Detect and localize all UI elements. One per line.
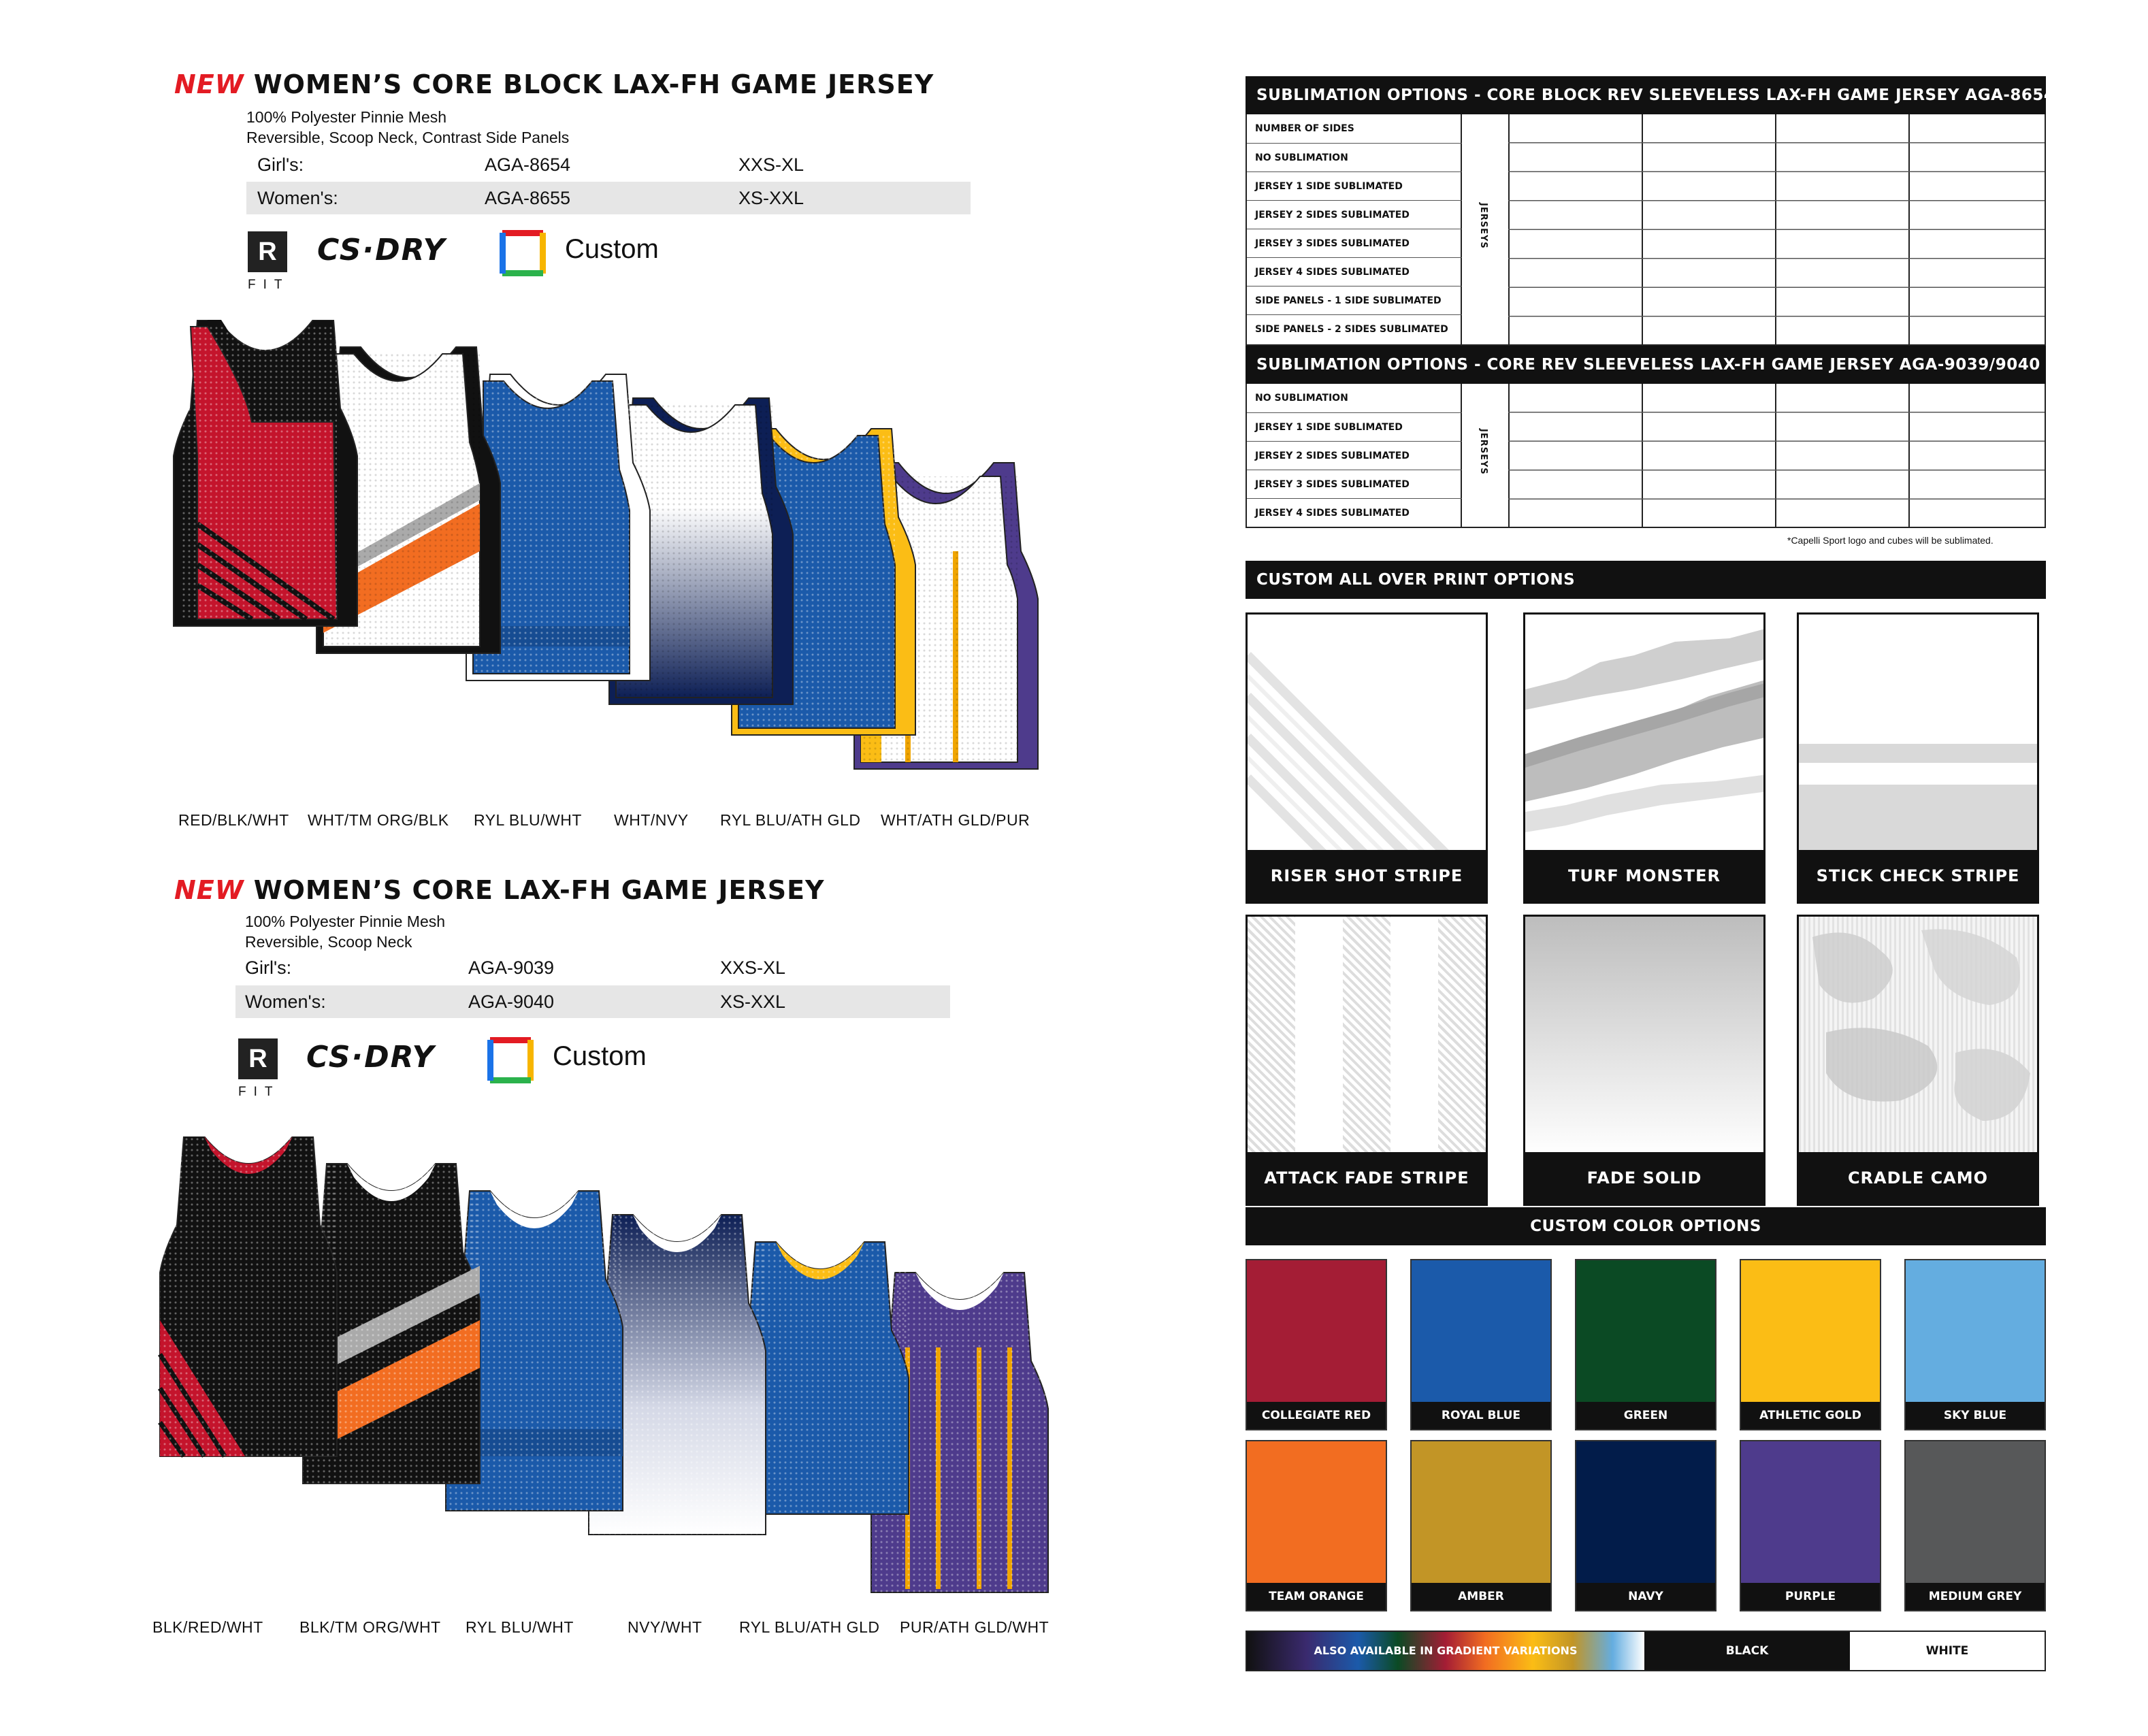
product1-size-row-womens [246, 182, 971, 214]
table-row: JERSEY 2 SIDES SUBLIMATED [1247, 200, 1462, 229]
custom-logo-icon [500, 230, 546, 276]
product2-colorway-3: RYL BLU/WHT [466, 1618, 574, 1636]
print-option-label: FADE SOLID [1525, 1152, 1763, 1204]
product1-material: 100% Polyester Pinnie Mesh [246, 108, 447, 126]
product1-colorway-5: RYL BLU/ATH GLD [720, 811, 861, 829]
print-options-header: CUSTOM ALL OVER PRINT OPTIONS [1246, 561, 2046, 599]
cs-dry-logo: CS·DRY [317, 233, 446, 267]
swatch-label: MEDIUM GREY [1906, 1583, 2045, 1610]
product1-jersey-lineup [170, 320, 1041, 783]
size-sku: AGA-9039 [468, 957, 555, 978]
product1-size-row-girls [246, 148, 971, 181]
product1-features: Reversible, Scoop Neck, Contrast Side Panels [246, 129, 570, 146]
size-range: XXS-XL [720, 957, 786, 978]
color-swatch-amber[interactable] [1410, 1440, 1552, 1611]
fit-r-icon: R [248, 231, 287, 272]
color-swatch-team-orange[interactable] [1246, 1440, 1387, 1611]
swatch-label: WHITE [1925, 1644, 1969, 1658]
size-range: XXS-XL [738, 154, 804, 175]
size-range: XS-XXL [738, 188, 804, 208]
sublimation1-table [1246, 114, 2046, 346]
print-option-label: TURF MONSTER [1525, 850, 1763, 902]
cs-dry-logo: CS·DRY [306, 1040, 436, 1075]
gradient-variations-swatch[interactable] [1247, 1632, 1644, 1670]
table-row: JERSEY 2 SIDES SUBLIMATED [1247, 441, 1462, 470]
color-swatch-purple[interactable] [1740, 1440, 1881, 1611]
print-option-label: ATTACK FADE STRIPE [1248, 1152, 1486, 1204]
table-row: JERSEY 4 SIDES SUBLIMATED [1247, 257, 1462, 286]
swatch-label: GREEN [1576, 1402, 1715, 1429]
product2-new-badge: NEW [174, 875, 244, 905]
fit-label: FIT [238, 1085, 280, 1099]
product2-colorway-4: NVY/WHT [628, 1618, 702, 1636]
color-options-header: CUSTOM COLOR OPTIONS [1246, 1207, 2046, 1245]
table-row: NUMBER OF SIDES [1255, 123, 1354, 134]
product2-material: 100% Polyester Pinnie Mesh [245, 913, 446, 930]
color-swatch-medium-grey[interactable] [1904, 1440, 2046, 1611]
swatch-label: NAVY [1576, 1583, 1715, 1610]
product1-colorway-3: RYL BLU/WHT [474, 811, 582, 829]
swatch-label: TEAM ORANGE [1247, 1583, 1386, 1610]
product1-title [174, 69, 934, 99]
product2-jersey-lineup [157, 1136, 1062, 1613]
product1-colorway-1: RED/BLK/WHT [178, 811, 289, 829]
sublimation2-table [1246, 384, 2046, 528]
product1-colorway-6: WHT/ATH GLD/PUR [881, 811, 1030, 829]
table-row: JERSEY 1 SIDE SUBLIMATED [1247, 171, 1462, 200]
product2-title-text: WOMEN’S CORE LAX-FH GAME JERSEY [253, 875, 825, 905]
table-row: SIDE PANELS - 2 SIDES SUBLIMATED [1247, 314, 1462, 343]
print-option-turf-monster[interactable] [1523, 612, 1765, 904]
fit-label: FIT [248, 278, 290, 292]
table-row: JERSEY 3 SIDES SUBLIMATED [1247, 229, 1462, 257]
product1-colorway-2: WHT/TM ORG/BLK [308, 811, 449, 829]
sublimation2-header: SUBLIMATION OPTIONS - CORE REV SLEEVELESS LAX-FH GAME JERSEY AGA-9039/9040 [1246, 346, 2046, 384]
size-range: XS-XXL [720, 992, 786, 1012]
swatch-label: SKY BLUE [1906, 1402, 2045, 1429]
size-group: Girl's: [257, 154, 304, 175]
print-option-label: STICK CHECK STRIPE [1799, 850, 2037, 902]
size-sku: AGA-9040 [468, 992, 555, 1012]
custom-label: Custom [565, 234, 659, 264]
swatch-label: BLACK [1725, 1644, 1769, 1658]
swatch-label: ATHLETIC GOLD [1741, 1402, 1880, 1429]
table-row: NO SUBLIMATION [1247, 143, 1462, 171]
sublimation1-side-label: JERSEYS [1478, 203, 1488, 249]
custom-logo-icon [487, 1037, 534, 1083]
sublimation-note: *Capelli Sport logo and cubes will be sublimated. [1787, 535, 1994, 546]
size-group: Girl's: [245, 957, 292, 978]
color-swatch-collegiate-red[interactable] [1246, 1259, 1387, 1430]
print-option-attack-fade-stripe[interactable] [1246, 915, 1488, 1206]
color-swatch-athletic-gold[interactable] [1740, 1259, 1881, 1430]
table-row: JERSEY 1 SIDE SUBLIMATED [1247, 412, 1462, 441]
print-option-label: RISER SHOT STRIPE [1248, 850, 1486, 902]
swatch-label: PURPLE [1741, 1583, 1880, 1610]
print-option-label: CRADLE CAMO [1799, 1152, 2037, 1204]
swatch-label: COLLEGIATE RED [1247, 1402, 1386, 1429]
swatch-label: AMBER [1412, 1583, 1550, 1610]
product1-colorway-4: WHT/NVY [614, 811, 689, 829]
table-row: JERSEY 4 SIDES SUBLIMATED [1247, 498, 1462, 527]
size-group: Women's: [257, 188, 338, 208]
product2-size-row-womens [235, 985, 950, 1018]
color-swatch-black[interactable] [1644, 1632, 1850, 1670]
table-row: SIDE PANELS - 1 SIDE SUBLIMATED [1247, 286, 1462, 314]
product1-title-text: WOMEN’S CORE BLOCK LAX-FH GAME JERSEY [253, 69, 934, 99]
size-sku: AGA-8655 [485, 188, 571, 208]
product2-colorway-6: PUR/ATH GLD/WHT [900, 1618, 1049, 1636]
print-option-riser-shot-stripe[interactable] [1246, 612, 1488, 904]
product2-colorway-1: BLK/RED/WHT [152, 1618, 263, 1636]
product2-features: Reversible, Scoop Neck [245, 933, 412, 951]
swatch-label: ROYAL BLUE [1412, 1402, 1550, 1429]
color-swatch-green[interactable] [1575, 1259, 1716, 1430]
table-row: NO SUBLIMATION [1255, 393, 1348, 404]
print-option-fade-solid[interactable] [1523, 915, 1765, 1206]
print-option-cradle-camo[interactable] [1797, 915, 2039, 1206]
size-group: Women's: [245, 992, 326, 1012]
color-swatch-royal-blue[interactable] [1410, 1259, 1552, 1430]
size-sku: AGA-8654 [485, 154, 571, 175]
color-swatch-white[interactable] [1850, 1632, 2045, 1670]
table-row: JERSEY 3 SIDES SUBLIMATED [1247, 470, 1462, 498]
product2-colorway-5: RYL BLU/ATH GLD [739, 1618, 880, 1636]
fit-r-icon: R [238, 1038, 278, 1079]
gradient-label: ALSO AVAILABLE IN GRADIENT VARIATIONS [1314, 1644, 1578, 1657]
custom-label: Custom [553, 1041, 647, 1071]
sublimation1-header: SUBLIMATION OPTIONS - CORE BLOCK REV SLEEVELESS LAX-FH GAME JERSEY AGA-8654/8655 [1246, 76, 2046, 114]
sublimation2-side-label: JERSEYS [1478, 429, 1488, 475]
color-swatch-navy[interactable] [1575, 1440, 1716, 1611]
product1-new-badge: NEW [174, 69, 244, 99]
product2-size-row-girls [235, 951, 950, 984]
print-option-stick-check-stripe[interactable] [1797, 612, 2039, 904]
color-swatch-sky-blue[interactable] [1904, 1259, 2046, 1430]
product2-title [174, 875, 825, 905]
gradient-black-white-bar [1246, 1631, 2046, 1671]
product2-colorway-2: BLK/TM ORG/WHT [299, 1618, 441, 1636]
